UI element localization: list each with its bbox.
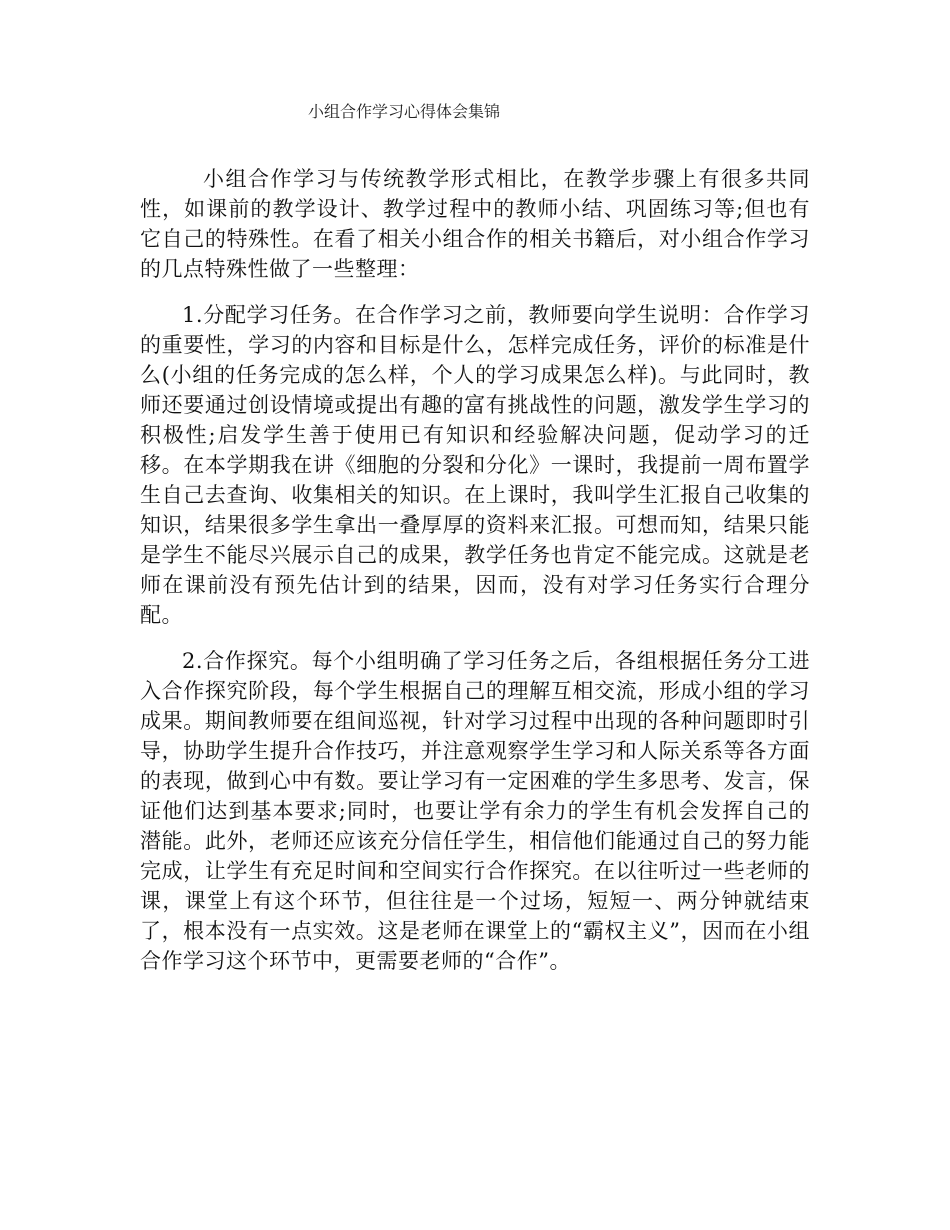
document-body xyxy=(140,164,810,992)
document-title: 小组合作学习心得体会集锦 xyxy=(308,102,501,121)
paragraph-task-assignment: 1.分配学习任务。在合作学习之前，教师要向学生说明：合作学习的重要性，学习的内容和目标是什么，怎样完成任务，评价的标准是什么(小组的任务完成的怎么样，个人的学习成果怎么样)。与此同时，教师还要通过创设情境或提出有趣的富有挑战性的问题，激发学生学习的积极性;启发学生善于使用已有知识和经验解决问题，促动学习的迁移。在本学期我在讲《细胞的分裂和分化》一课时，我提前一周布置学生自己去查询、收集相关的知识。在上课时，我叫学生汇报自己收集的知识，结果很多学生拿出一叠厚厚的资料来汇报。可想而知，结果只能是学生不能尽兴展示自己的成果，教学任务也肯定不能完成。这就是老师在课前没有预先估计到的结果，因而，没有对学习任务实行合理分配。 xyxy=(140,303,810,627)
paragraph-intro: 小组合作学习与传统教学形式相比，在教学步骤上有很多共同性，如课前的教学设计、教学过程中的教师小结、巩固练习等;但也有它自己的特殊性。在看了相关小组合作的相关书籍后，对小组合作学习的几点特殊性做了一些整理： xyxy=(140,167,810,281)
paragraph-cooperative-inquiry: 2.合作探究。每个小组明确了学习任务之后，各组根据任务分工进入合作探究阶段，每个学生根据自己的理解互相交流，形成小组的学习成果。期间教师要在组间巡视，针对学习过程中出现的各种问题即时引导，协助学生提升合作技巧，并注意观察学生学习和人际关系等各方面的表现，做到心中有数。要让学习有一定困难的学生多思考、发言，保证他们达到基本要求;同时，也要让学有余力的学生有机会发挥自己的潜能。此外，老师还应该充分信任学生，相信他们能通过自己的努力能完成，让学生有充足时间和空间实行合作探究。在以往听过一些老师的课，课堂上有这个环节，但往往是一个过场，短短一、两分钟就结束了，根本没有一点实效。这是老师在课堂上的“霸权主义”，因而在小组合作学习这个环节中，更需要老师的“合作”。 xyxy=(140,649,810,973)
